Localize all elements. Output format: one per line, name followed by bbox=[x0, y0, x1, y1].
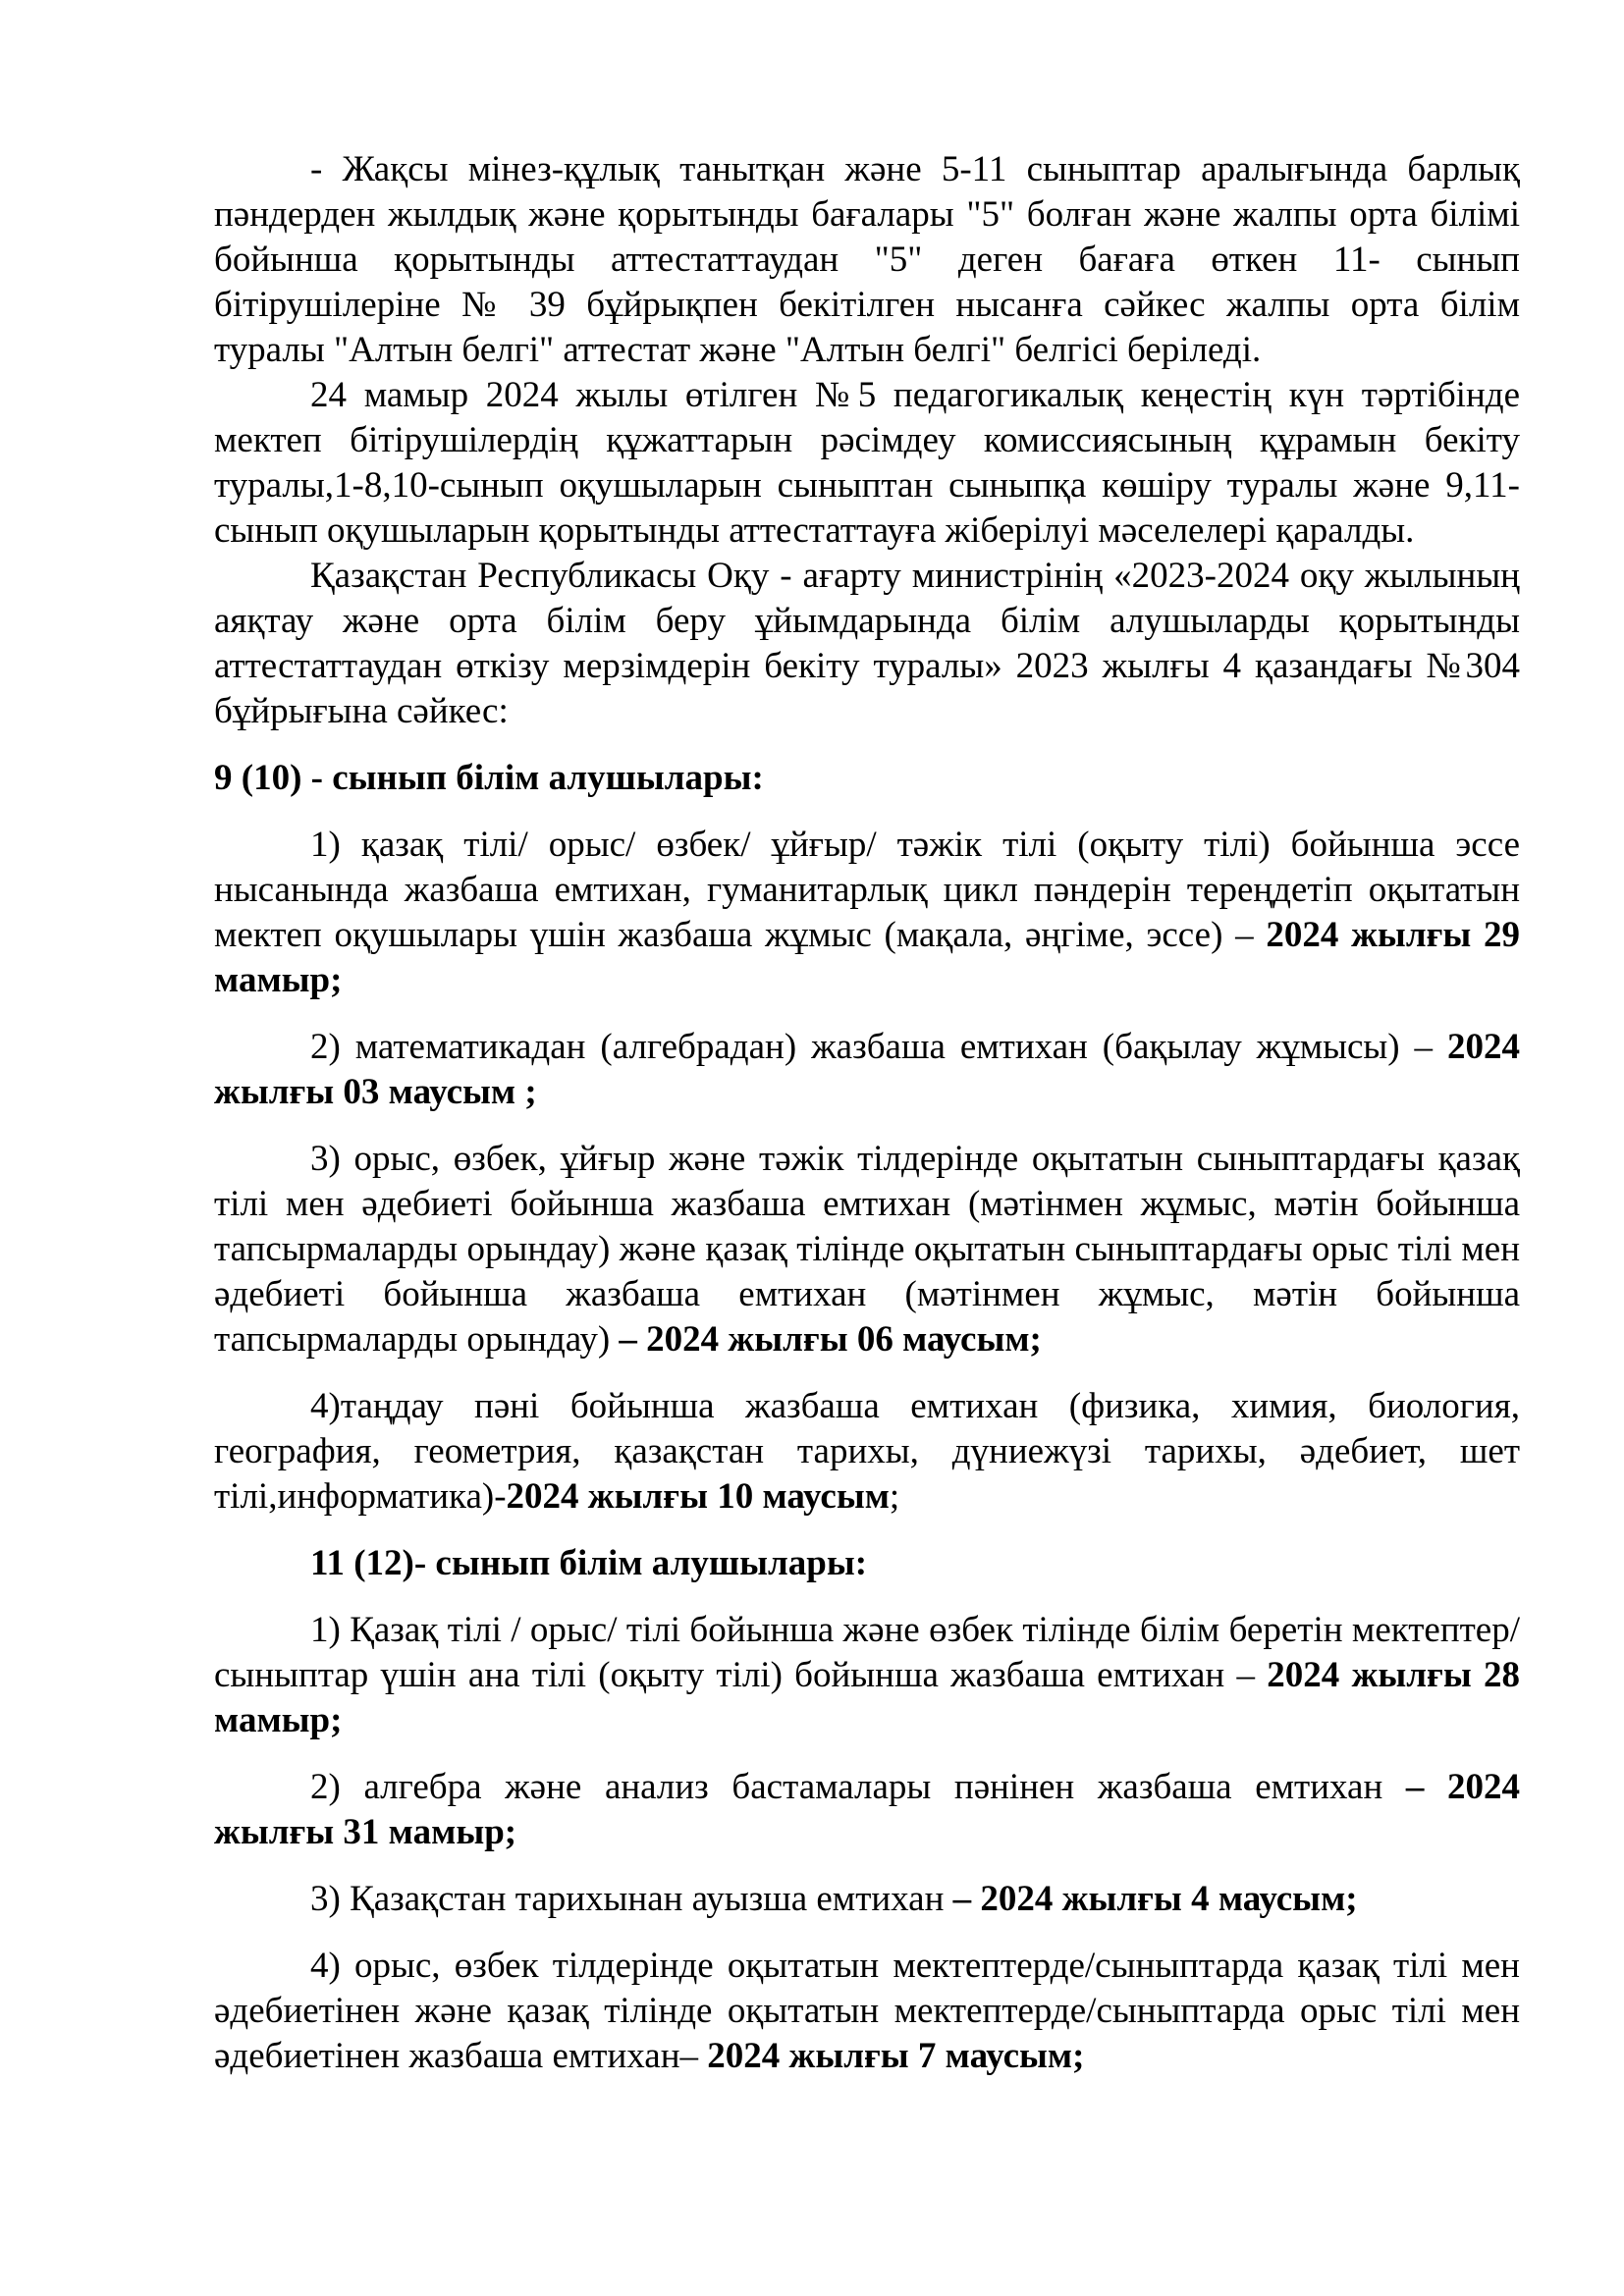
item-text: 1) Қазақ тілі / орыс/ тілі бойынша және өзбек тілінде білім беретін мектептер/сыныптар үшін ана тілі (оқыту тілі) бойынша жазбаша емтихан – bbox=[214, 1610, 1520, 1695]
grade9-item-4 bbox=[214, 1384, 1520, 1520]
exam-date: 2024 жылғы 03 маусым ; bbox=[214, 1027, 1520, 1112]
exam-date: 2024 жылғы 7 маусым; bbox=[707, 2036, 1085, 2076]
section-heading-grade-9: 9 (10) - сынып білім алушылары: bbox=[214, 758, 764, 798]
item-text: 3) орыс, өзбек, ұйғыр және тәжік тілдерінде оқытатын сыныптардағы қазақ тілі мен әдебиеті бойынша жазбаша емтихан (мәтінмен жұмыс, мәтін бойынша тапсырмаларды орындау) және қазақ тілінде оқытатын сыныптардағы орыс тілі мен әдебиеті бойынша жазбаша емтихан (мәтінмен жұмыс, мәтін бойынша тапсырмаларды орындау) bbox=[214, 1139, 1520, 1360]
paragraph-gold-sign: - Жақсы мінез-құлық танытқан және 5-11 сыныптар аралығында барлық пәндерден жылдық және қорытынды бағалары "5" болған және жалпы орта білімі бойынша қорытынды аттестаттаудан "5" деген бағаға өткен 11- сынып бітірушілеріне № 39 бұйрықпен бекітілген нысанға сәйкес жалпы орта білім туралы "Алтын белгі" аттестат және "Алтын белгі" белгісі беріледі. bbox=[214, 149, 1520, 370]
item-text: 2) математикадан (алгебрадан) жазбаша емтихан (бақылау жұмысы) – bbox=[310, 1027, 1434, 1067]
exam-date: – 2024 жылғы 4 маусым; bbox=[952, 1879, 1358, 1919]
item-text: 1) қазақ тілі/ орыс/ өзбек/ ұйғыр/ тәжік тілі (оқыту тілі) бойынша эссе нысанында жазбаша емтихан, гуманитарлық цикл пәндерін тереңдетіп оқытатын мектеп оқушылары үшін жазбаша жұмыс (мақала, әңгіме, эссе) – bbox=[214, 825, 1520, 955]
document-page bbox=[214, 147, 1520, 2079]
grade11-item-4 bbox=[214, 1944, 1520, 2079]
item-text: 3) Қазақстан тарихынан ауызша емтихан bbox=[310, 1879, 945, 1919]
exam-date: – 2024 жылғы 31 мамыр; bbox=[214, 1767, 1521, 1852]
grade11-item-1 bbox=[214, 1608, 1520, 1743]
item-end: ; bbox=[889, 1476, 900, 1517]
item-text: 4) орыс, өзбек тілдерінде оқытатын мектептерде/сыныптарда қазақ тілі мен әдебиетінен және қазақ тілінде оқытатын мектептерде/сыныптарда орыс тілі мен әдебиетінен жазбаша емтихан– bbox=[214, 1946, 1520, 2076]
exam-date: 2024 жылғы 10 маусым bbox=[506, 1476, 890, 1517]
item-text: 4)таңдау пәні бойынша жазбаша емтихан (физика, химия, биология, география, геометрия, қазақстан тарихы, дүниежүзі тарихы, әдебиет, шет тілі,информатика)- bbox=[214, 1386, 1520, 1517]
grade9-item-3 bbox=[214, 1137, 1520, 1362]
exam-date: – 2024 жылғы 06 маусым; bbox=[619, 1319, 1042, 1360]
exam-date: 2024 жылғы 28 мамыр; bbox=[214, 1655, 1521, 1740]
grade9-item-1 bbox=[214, 823, 1520, 1003]
paragraph-council: 24 мамыр 2024 жылы өтілген №5 педагогикалық кеңестің күн тәртібінде мектеп бітірушілердің құжаттарын рәсімдеу комиссиясының құрамын бекіту туралы,1-8,10-сынып оқушыларын сыныптан сыныпқа көшіру туралы және 9,11-сынып оқушыларын қорытынды аттестаттауға жіберілуі мәселелері қаралды. bbox=[214, 375, 1520, 551]
grade11-item-3 bbox=[214, 1877, 1520, 1922]
section-heading-grade-11: 11 (12)- сынып білім алушылары: bbox=[310, 1543, 868, 1583]
exam-date: 2024 жылғы 29 мамыр; bbox=[214, 915, 1520, 1000]
grade11-item-2 bbox=[214, 1765, 1520, 1855]
paragraph-ministry-order: Қазақстан Республикасы Оқу - ағарту министрінің «2023-2024 оқу жылының аяқтау және орта білім беру ұйымдарында білім алушыларды қорытынды аттестаттаудан өткізу мерзімдерін бекіту туралы» 2023 жылғы 4 қазандағы №304 бұйрығына сәйкес: bbox=[214, 556, 1520, 731]
item-text: 2) алгебра және анализ бастамалары пәнінен жазбаша емтихан bbox=[310, 1767, 1383, 1807]
grade9-item-2 bbox=[214, 1025, 1520, 1115]
